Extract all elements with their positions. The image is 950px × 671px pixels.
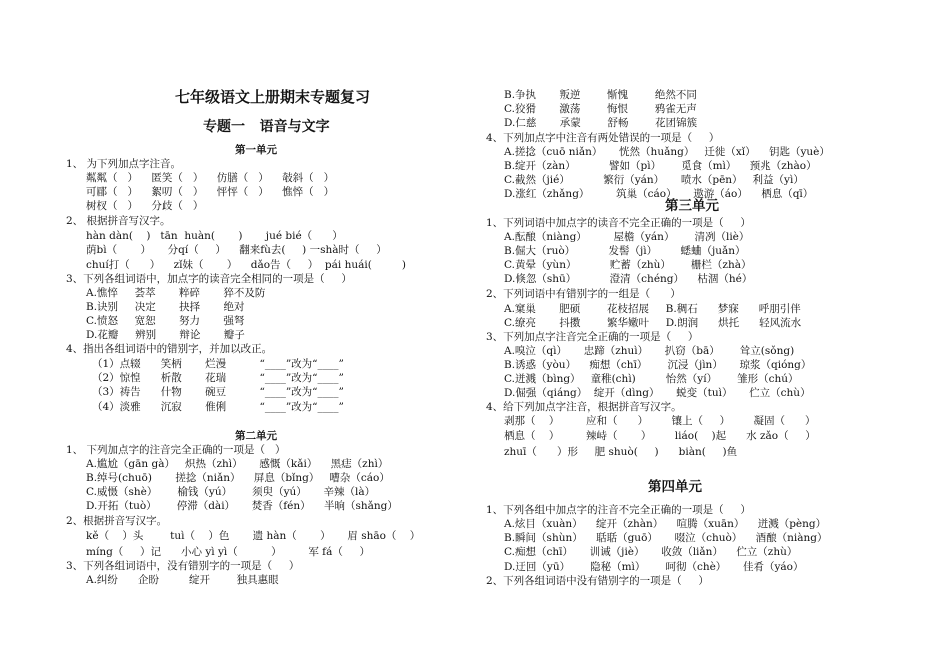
text-line: hàn dàn( ) tān huàn( ) jué bié（ ） xyxy=(86,230,343,242)
text-line: 树杈（ ） 分歧（ ） xyxy=(86,200,204,212)
text-line: C.愤怒 宽恕 努力 强弩 xyxy=(86,315,245,327)
text-line: zhuī（ ）形 肥 shuò( ) biàn( )鱼 xyxy=(504,446,738,458)
text-line: 1、 为下列加点字注音。 xyxy=(66,158,182,170)
text-line: 栖息（ ） 辣峙（ ） liáo( )起 水 zǎo（ ） xyxy=(504,430,816,442)
text-line: D.迂回（yū） 隐秘（mì） 呵彻（chè） 佳肴（yáo） xyxy=(504,561,804,573)
text-line: （4）淡雅 沉寂 倠俐 “____”改为“____” xyxy=(92,401,344,413)
text-line: C.威慑（shè） 榆钱（yú） 须臾（yú） 辛辣（là） xyxy=(86,486,376,498)
text-line: 1、下列各组中加点字的注音不完全正确的一项是（ ） xyxy=(486,504,751,516)
text-line: D.仁慈 承蒙 舒畅 花团锦簇 xyxy=(504,117,698,129)
text-line: 4、指出各组词语中的错别字，并加以改正。 xyxy=(66,343,273,355)
text-line: 2、下列词语中有错别字的一组是（ ） xyxy=(486,288,681,300)
text-line: 2、下列各组词语中没有错别字的一项是（ ） xyxy=(486,575,709,587)
text-line: D.倔强（qiáng） 绽开（dìng） 蜕变（tuì） 伫立（chù） xyxy=(504,387,811,399)
text-line: míng（ ）记 小心 yì yì（ ） 军 fá（ ） xyxy=(86,546,371,558)
text-line: A.炫目（xuàn） 绽开（zhàn） 喧腾（xuān） 迸溅（pèng） xyxy=(504,518,827,530)
text-line: B.争执 叛逆 惭愧 绝然不同 xyxy=(504,89,697,101)
text-line: 3、下列加点字注音完全正确的一项是（ ） xyxy=(486,331,699,343)
text-line: 3、下列各组词语中，没有错别字的一项是（ ） xyxy=(66,560,300,572)
text-line: 4、下列加点字中注音有两处错误的一项是（ ） xyxy=(486,132,720,144)
text-line: 4、给下列加点字注音，根据拼音写汉字。 xyxy=(486,401,682,413)
heading-line: 第三单元 xyxy=(665,198,719,214)
text-line: B.诀别 决定 抉择 绝对 xyxy=(86,301,245,313)
text-line: A.纠纷 企盼 绽开 独具惠眼 xyxy=(86,574,279,586)
heading-line: 第一单元 xyxy=(235,144,277,156)
text-line: 剥那（ ） 应和（ ） 镶上（ ） 凝固（ ） xyxy=(504,415,816,427)
text-line: C.缭亮 抖擞 繁华嫩叶 D.朗润 烘托 轻风流水 xyxy=(504,317,802,329)
text-line: kě（ ）头 tuì（ ）色 遗 hàn（ ） 眉 shāo（ ） xyxy=(86,530,421,542)
text-line: A.窠巢 肥硕 花枝招展 B.稠石 梦寐 呼朋引伴 xyxy=(504,303,801,315)
text-line: B.瞬间（shùn） 聒聒（guō） 啜泣（chuò） 酒酿（niàng） xyxy=(504,532,828,544)
text-line: D.开拓（tuò） 停滞（dài） 焚香（fén） 半晌（shǎng） xyxy=(86,500,398,512)
text-line: 1、 下列加点字的注音完全正确的一项是（ ） xyxy=(66,444,286,456)
text-line: A.酝酿（niàng） 屋檐（yán） 清冽（liè） xyxy=(504,231,750,243)
text-line: D.花瓣 辨别 辩论 瓣子 xyxy=(86,329,245,341)
text-line: A.搓捻（cuō niǎn） 恍然（huǎng） 迁徙（xǐ） 钥匙（yuè） xyxy=(504,146,830,158)
text-line: 荫bì（ ） 分qí（ ） 翻来fù去( ) 一shà时（ ） xyxy=(86,244,387,256)
text-line: B.绽开（zàn） 譬如（pì） 觅食（mì） 预兆（zhào） xyxy=(504,160,817,172)
text-line: 3、下列各组词语中，加点字的读音完全相同的一项是（ ） xyxy=(66,273,352,285)
heading-line: 第二单元 xyxy=(235,430,277,442)
text-line: B.诱惑（yòu） 痴想（chī） 沉浸（jìn） 琼浆（qióng） xyxy=(504,359,812,371)
text-line: 1、下列词语中加点字的读音不完全正确的一项是（ ） xyxy=(486,217,751,229)
text-line: C.痴想（chī） 训诫（jiè） 收敛（liǎn） 伫立（zhù） xyxy=(504,546,798,558)
heading-line: 第四单元 xyxy=(648,479,702,495)
text-line: 粼粼（ ） 匿笑（ ） 仿膳（ ） 攲斜（ ） xyxy=(86,172,335,184)
text-line: A.尴尬（gān gà） 炽热（zhì） 感慨（kǎi） 黑痣（zhì） xyxy=(86,458,389,470)
text-line: B.倔大（ruò） 发髻（jì） 蟋蛐（juǎn） xyxy=(504,245,746,257)
text-line: C.截然（jié） 繁衍（yán） 喷水（pēn） 利益（yì） xyxy=(504,174,804,186)
text-line: D.涨红（zhǎng） 筑巢（cáo） 遨游（áo） 栖息（qī） xyxy=(504,188,814,200)
text-line: 2、根据拼音写汉字。 xyxy=(66,515,168,527)
text-line: （1）点辍 笑柄 烂漫 “____”改为“____” xyxy=(92,358,344,370)
text-line: （3）祷告 什物 碗豆 “____”改为“____” xyxy=(92,386,344,398)
text-line: 可郿（ ） 絮叨（ ） 怦怦（ ） 憔悴（ ） xyxy=(86,186,335,198)
text-line: C.迸溅（bìng） 童稚(chì) 怡然（yí） 雏形（chú） xyxy=(504,373,799,385)
text-line: C.狡猾 激荡 悔恨 鸦雀无声 xyxy=(504,103,697,115)
text-line: chuí打（ ） zǐ妹（ ） dǎo告（ ） pái huái( ) xyxy=(86,259,406,271)
text-line: B.绰号(chuō) 搓捻（niǎn） 屏息（bǐng） 嘈杂（cáo） xyxy=(86,472,390,484)
text-line: D.倏忽（shū） 澄清（chéng） 枯涸（hé） xyxy=(504,273,753,285)
text-line: A.嗅泣（qì） 忠蹄（zhuì） 扒窃（bā） 耸立(sǒng) xyxy=(504,345,795,357)
text-line: 2、 根据拼音写汉字。 xyxy=(66,215,171,227)
heading-line: 专题一 语音与文字 xyxy=(203,119,330,135)
text-line: C.黄晕（yùn） 贮蓄（zhù） 栅栏（zhà） xyxy=(504,259,752,271)
text-line: （2）惊惶 析散 花瑞 “____”改为“____” xyxy=(92,372,344,384)
heading-line: 七年级语文上册期末专题复习 xyxy=(175,88,371,106)
text-line: A.憔悴 荟萃 粹碎 猝不及防 xyxy=(86,287,266,299)
